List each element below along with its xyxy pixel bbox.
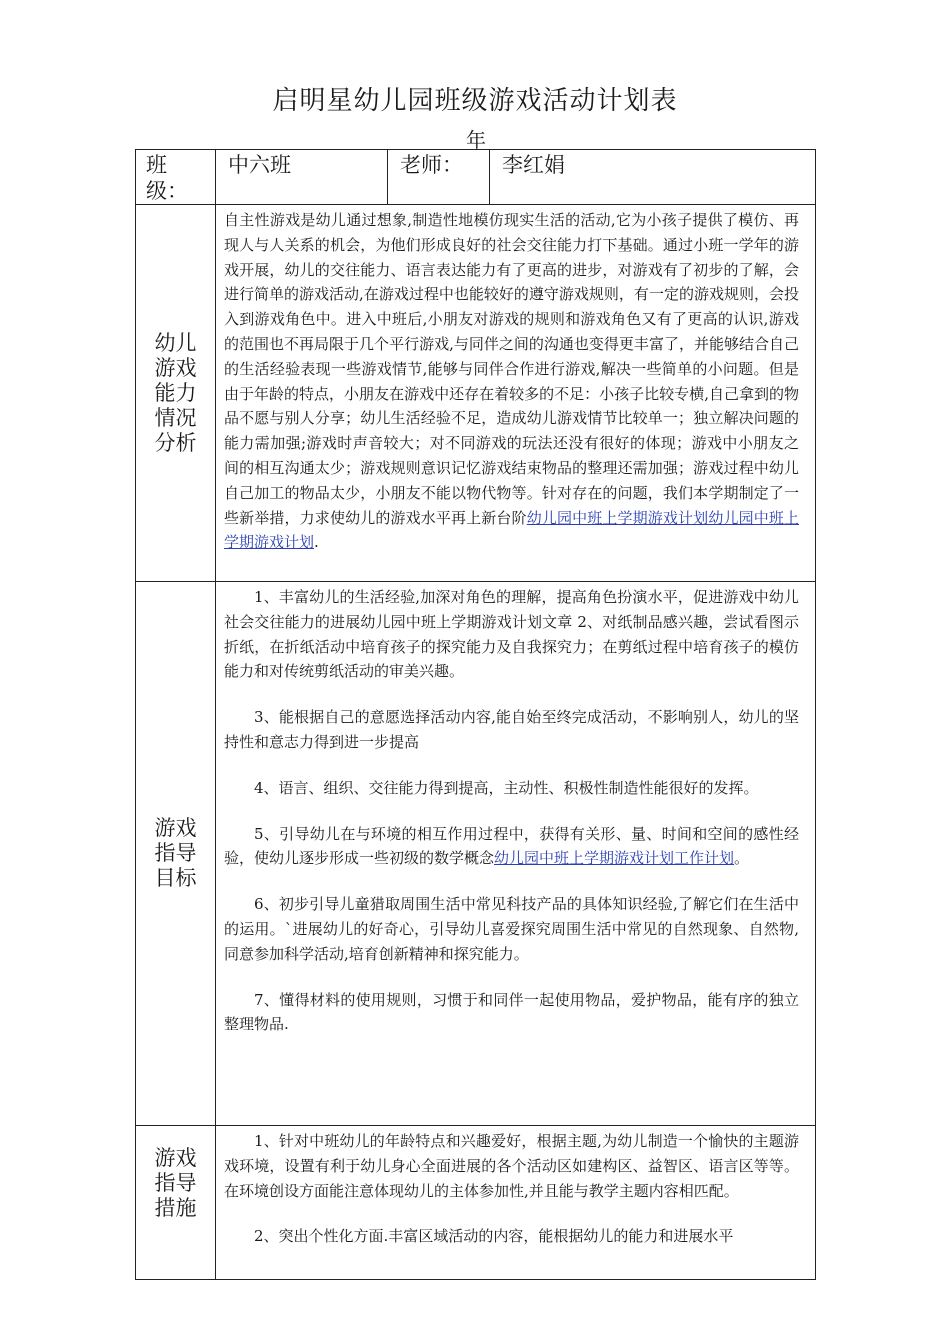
goal-item-6: 6、初步引导儿童猎取周围生活中常见科技产品的具体知识经验,了解它们在生活中的运用。`进展幼儿的好奇心，引导幼儿喜爱探究周围生活中常见的自然现象、自然物,同意参加科学活动,培育创新精神和探究能力。 (224, 895, 799, 963)
goal-item-5 (224, 822, 799, 872)
goals-label-cell (136, 582, 216, 1126)
page-title: 启明星幼儿园班级游戏活动计划表 (272, 86, 678, 116)
plan-table (135, 149, 816, 1280)
goal-item-3: 3、能根据自己的意愿选择活动内容,能自始至终完成活动，不影响别人，幼儿的坚持性和意志力得到进一步提高 (224, 708, 799, 751)
header-row (136, 150, 816, 205)
goal-item-5-text: 5、引导幼儿在与环境的相互作用过程中，获得有关形、量、时间和空间的感性经验，使幼儿逐步形成一些初级的数学概念 (224, 824, 799, 868)
measures-row (136, 1126, 816, 1280)
analysis-content (216, 205, 816, 582)
goals-label: 游戏指导目标 (154, 816, 197, 890)
year-label: 年 (466, 128, 486, 152)
analysis-label: 幼儿游戏能力情况分析 (154, 330, 197, 455)
analysis-label-cell (136, 205, 216, 582)
goal-item-5-link[interactable]: 幼儿园中班上学期游戏计划工作计划 (494, 849, 735, 868)
measure-item-1: 1、针对中班幼儿的年龄特点和兴趣爱好，根据主题,为幼儿制造一个愉快的主题游戏环境，设置有利于幼儿身心全面进展的各个活动区如建构区、益智区、语言区等等。在环境创设方面能注意体现幼儿的主体参加性,并且能与教学主题内容相匹配。 (224, 1132, 799, 1200)
teacher-value: 李红娟 (502, 153, 565, 177)
teacher-value-cell (490, 150, 816, 205)
goals-content (216, 582, 816, 1126)
goals-row (136, 582, 816, 1126)
analysis-text: 自主性游戏是幼儿通过想象,制造性地模仿现实生活的活动,它为小孩子提供了模仿、再现人与人关系的机会，为他们形成良好的社会交往能力打下基础。通过小班一学年的游戏开展，幼儿的交往能力、语言表达能力有了更高的进步，对游戏有了初步的了解，会进行简单的游戏活动,在游戏过程中也能较好的遵守游戏规则，有一定的游戏规则，会投入到游戏角色中。进入中班后,小朋友对游戏的规则和游戏角色又有了更高的认识,游戏的范围也不再局限于几个平行游戏,与同伴之间的沟通也变得更丰富了，并能够结合自己的生活经验表现一些游戏情节,能够与同伴合作进行游戏,解决一些简单的小问题。但是由于年龄的特点，小朋友在游戏中还存在着较多的不足：小孩子比较专横,自己拿到的物品不愿与别人分享；幼儿生活经验不足，造成幼儿游戏情节比较单一；独立解决问题的能力需加强;游戏时声音较大；对不同游戏的玩法还没有很好的体现；游戏中小朋友之间的相互沟通太少；游戏规则意识记忆游戏结束物品的整理还需加强；游戏过程中幼儿自己加工的物品太少，小朋友不能以物代物等。针对存在的问题，我们本学期制定了一些新举措，力求使幼儿的游戏水平再上新台阶 (224, 211, 799, 527)
measure-item-2: 2、突出个性化方面.丰富区域活动的内容，能根据幼儿的能力和进展水平 (254, 1227, 734, 1246)
teacher-label: 老师： (400, 153, 463, 177)
analysis-end: . (314, 533, 319, 552)
analysis-row (136, 205, 816, 582)
measures-content (216, 1126, 816, 1280)
measures-label-cell (136, 1126, 216, 1280)
measures-clip (224, 1129, 799, 1279)
teacher-label-cell (388, 150, 490, 205)
analysis-paragraph (224, 208, 799, 555)
measures-label: 游戏指导措施 (154, 1146, 197, 1220)
class-value: 中六班 (228, 153, 291, 177)
goal-item-4: 4、语言、组织、交往能力得到提高，主动性、积极性制造性能很好的发挥。 (254, 778, 759, 797)
goal-item-7: 7、懂得材料的使用规则，习惯于和同伴一起使用物品，爱护物品，能有序的独立整理物品. (224, 990, 799, 1034)
analysis-link[interactable]: 幼儿园中班上学期游戏计划幼儿园中班上学期游戏计划 (224, 508, 799, 552)
class-value-cell (216, 150, 388, 205)
goal-item-5-end: 。 (734, 849, 750, 868)
class-label-cell (136, 150, 216, 205)
class-label: 班级： (146, 153, 188, 203)
goal-item-1: 1、丰富幼儿的生活经验,加深对角色的理解，提高角色扮演水平，促进游戏中幼儿社会交往能力的进展幼儿园中班上学期游戏计划文章 2、对纸制品感兴趣，尝试看图示折纸，在折纸活动中培育孩子的探究能力及自我探究力；在剪纸过程中培育孩子的模仿能力和对传统剪纸活动的审美兴趣。 (224, 588, 799, 681)
